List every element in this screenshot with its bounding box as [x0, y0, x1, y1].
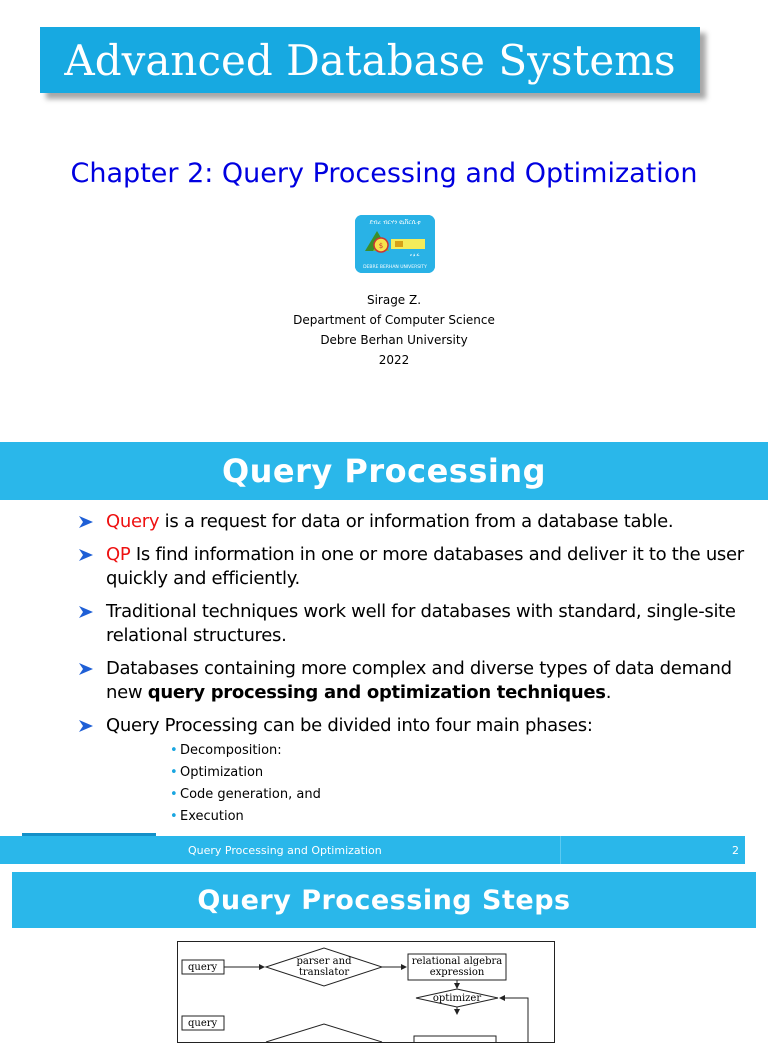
svg-text:ፀ ፅ ፈ: ፀ ፅ ፈ — [410, 252, 420, 257]
arrow-bullet-icon — [78, 661, 94, 677]
bullet-item — [78, 657, 758, 705]
page-number: 2 — [732, 844, 739, 857]
bullet-text: Is find information in one or more databases and deliver it to the user quickly and efficiently. — [106, 544, 744, 589]
slide-title: Advanced Database Systems — [64, 35, 676, 85]
bullet-highlight: Query — [106, 511, 160, 532]
author-info — [0, 290, 768, 370]
bullet-text-end: . — [605, 682, 612, 703]
phase-item — [170, 762, 321, 784]
query-processing-steps-slide — [0, 870, 768, 1029]
svg-text:ደብረ ብርሃን ዩኒቨርሲቲ: ደብረ ብርሃን ዩኒቨርሲቲ — [369, 219, 421, 226]
university-name: Debre Berhan University — [320, 333, 468, 347]
bullet-text: Query Processing can be divided into four main phases: — [106, 715, 593, 736]
svg-text:DEBRE BERHAN UNIVERSITY: DEBRE BERHAN UNIVERSITY — [363, 265, 427, 270]
dot-bullet-icon: • — [170, 743, 178, 758]
dot-bullet-icon: • — [170, 787, 178, 802]
bullet-item — [78, 510, 758, 534]
bullet-item — [78, 600, 758, 648]
parser-label-1: parser and — [296, 956, 352, 967]
phase-item — [170, 784, 321, 806]
query-label-2: query — [188, 1018, 218, 1029]
title-banner — [40, 27, 700, 93]
bullet-item — [78, 543, 758, 591]
relational-label-1: relational algebra — [411, 956, 503, 967]
phase-list — [170, 740, 321, 828]
dot-bullet-icon: • — [170, 765, 178, 780]
phase-text: Decomposition: — [180, 743, 282, 758]
bullet-bold-text: query processing and optimization techniques — [147, 682, 606, 703]
query-label: query — [188, 962, 218, 973]
author-name: Sirage Z. — [366, 293, 422, 307]
year: 2022 — [378, 353, 410, 367]
university-logo — [355, 215, 435, 273]
slide-header — [12, 872, 756, 928]
bullet-highlight: QP — [106, 544, 131, 565]
arrow-bullet-icon — [78, 718, 94, 734]
arrow-bullet-icon — [78, 547, 94, 563]
bullet-text: Databases containing more complex and diverse types of data demand new — [106, 658, 732, 703]
slide-header — [0, 442, 768, 500]
optimizer-label: optimizer — [432, 993, 482, 1004]
phase-text: Execution — [180, 809, 244, 824]
department-name: Department of Computer Science — [293, 313, 495, 327]
bullet-list — [78, 510, 758, 747]
phase-text: Optimization — [180, 765, 264, 780]
phase-text: Code generation, and — [180, 787, 321, 802]
footer-divider — [560, 836, 561, 864]
parser-label-2: translator — [298, 967, 350, 978]
chapter-title: Chapter 2: Query Processing and Optimization — [70, 158, 698, 189]
query-processing-diagram — [177, 941, 555, 1043]
phase-item — [170, 806, 321, 828]
svg-text:$: $ — [378, 242, 384, 250]
slide-heading: Query Processing Steps — [197, 884, 571, 916]
phase-item — [170, 740, 321, 762]
arrow-bullet-icon — [78, 514, 94, 530]
bullet-text: is a request for data or information from a database table. — [159, 511, 674, 532]
bullet-item — [78, 714, 758, 738]
slide-heading: Query Processing — [221, 452, 547, 490]
footer-title: Query Processing and Optimization — [188, 844, 382, 857]
query-processing-slide — [0, 430, 768, 870]
title-slide — [0, 0, 768, 430]
arrow-bullet-icon — [78, 604, 94, 620]
relational-label-2: expression — [429, 967, 485, 978]
bullet-text: Traditional techniques work well for databases with standard, single-site relational structures. — [106, 601, 736, 646]
dot-bullet-icon: • — [170, 809, 178, 824]
